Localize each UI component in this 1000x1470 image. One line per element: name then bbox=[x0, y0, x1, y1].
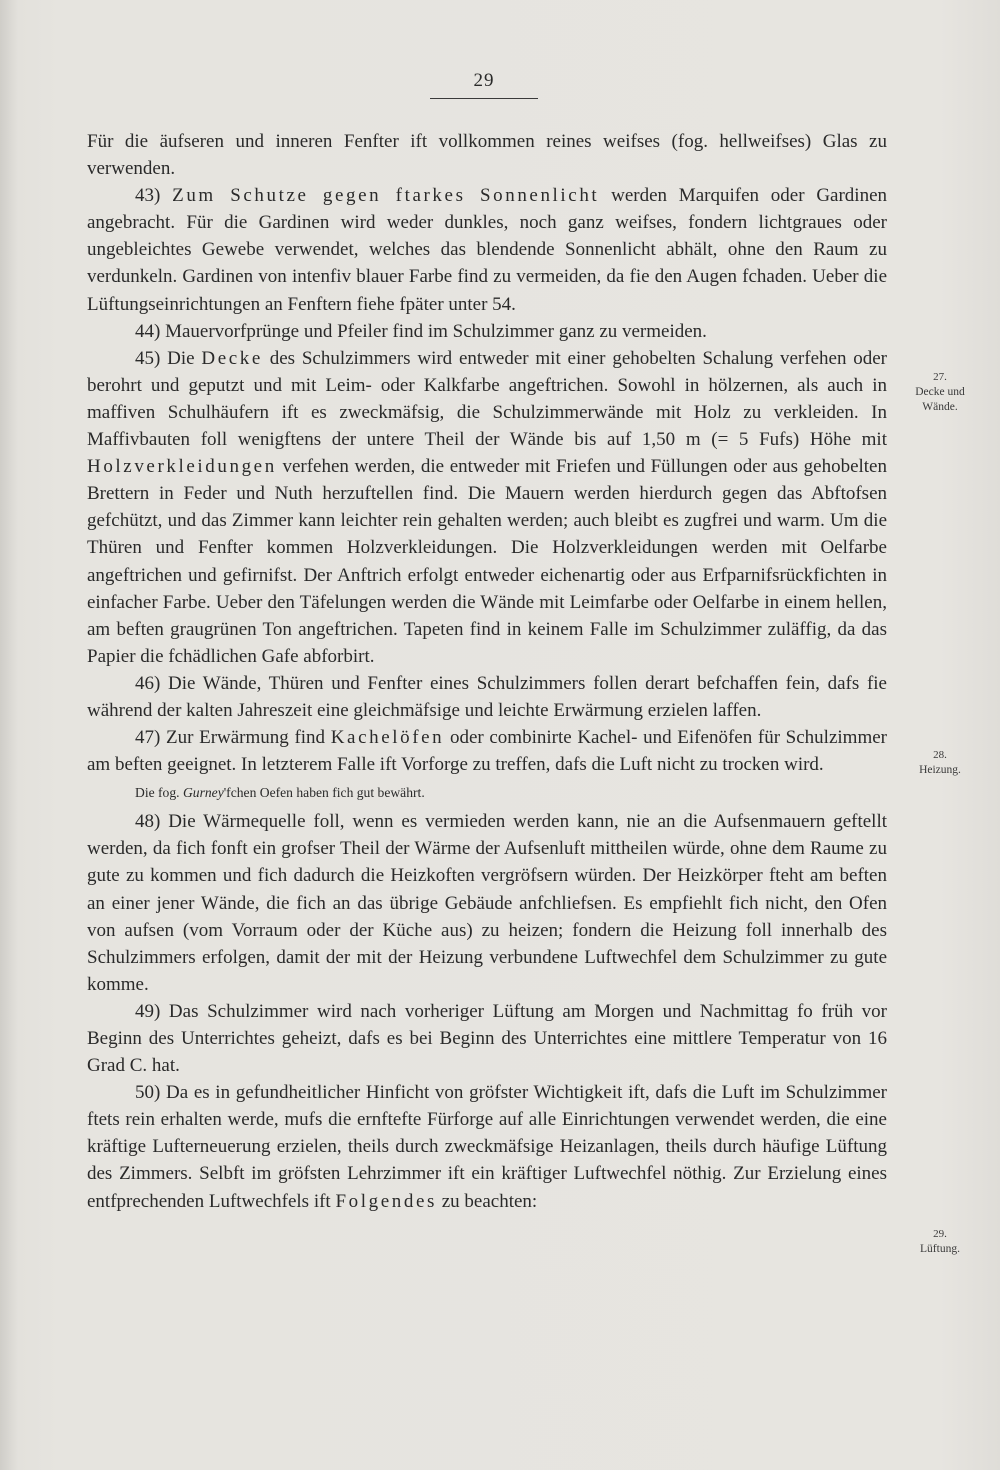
text-segment: 43) bbox=[135, 185, 173, 207]
italic-text: Gurney bbox=[182, 785, 224, 801]
text-segment: zu beachten: bbox=[436, 1190, 538, 1212]
paragraph-p49 bbox=[87, 998, 887, 1079]
text-segment: des Schulzimmers wird entweder mit einer gehobelten Schalung verfehen oder berohrt und geputzt und mit Leim- oder Kalkfarbe angeftrichen. Sowohl in hölzernen, als auch in maffiven Schulhäufern ift es zweckmäfsig, die Schulzimmerwände mit Holz zu verkleiden. In Maffivbauten foll wenigftens der untere Theil der Wände bis auf 1,50 m (= 5 Fufs) Höhe mit bbox=[87, 347, 888, 451]
text-segment: 46) Die Wände, Thüren und Fenfter eines Schulzimmers follen derart befchaffen fein, dafs fie während der kalten Jahreszeit eine gleichmäfsige und leichte Erwärmung erzielen laffen. bbox=[87, 672, 887, 721]
text-segment: verfehen werden, die entweder mit Friefen und Füllungen oder aus gehobelten Brettern in Feder und Nuth herzuftellen find. Die Mauern werden hierdurch gegen das Abftofsen gefchützt, und das Zimmer kann leichter rein gehalten werden; auch bleibt es zugfrei und warm. Um die Thüren und Fenfter kommen Holzverkleidungen. Die Holzverkleidungen werden mit Oelfarbe angeftrichen und gefirnifst. Der Anftrich erfolgt entweder eichenartig oder aus Erfparnifsrückfichten in einfacher Farbe. Ueber den Täfelungen werden die Wände mit Leimfarbe oder Oelfarbe in einem hellen, am beften graugrünen Ton angeftrichen. Tapeten find in keinem Falle im Schulzimmer zuläffig, da das Papier die fchädlichen Gafe abforbirt. bbox=[87, 456, 887, 667]
text-segment: 'fchen Oefen haben fich gut bewährt. bbox=[223, 785, 425, 801]
text-segment: 49) Das Schulzimmer wird nach vorheriger Lüftung am Morgen und Nachmittag fo früh vor Beginn des Unterrichtes geheizt, dafs es bei Beginn des Unterrichtes eine mittlere Temperatur von 16 Grad C. hat. bbox=[87, 1000, 887, 1077]
emphasized-text: Folgendes bbox=[335, 1190, 437, 1212]
margin-note-label: Heizung. bbox=[919, 764, 961, 776]
paragraph-p43 bbox=[87, 182, 887, 317]
emphasized-text: Holzverkleidungen bbox=[87, 456, 277, 478]
text-segment: 44) Mauervorfprünge und Pfeiler find im Schulzimmer ganz zu vermeiden. bbox=[135, 320, 707, 342]
text-segment: 50) Da es in gefundheitlicher Hinficht von gröfster Wichtigkeit ift, dafs die Luft im Schulzimmer ftets rein erhalten werde, mufs die ernftefte Fürforge auf alle Einrichtungen verwendet werden, die eine kräftige Lufterneuerung erzielen, theils durch zweckmäfsige Heizanlagen, theils durch häufige Lüftung des Zimmers. Selbft im gröfsten Lehrzimmer ift ein kräftiger Luftwechfel nöthig. Zur Erzielung eines entfprechenden Luftwechfels ift bbox=[87, 1082, 887, 1212]
emphasized-text: Zum Schutze gegen ftarkes Sonnenlicht bbox=[172, 185, 600, 207]
text-segment: Für die äufseren und inneren Fenfter ift vollkommen reines weifses (fog. hellweifses) Glas zu verwenden. bbox=[87, 131, 887, 180]
margin-note-number: 28. bbox=[933, 749, 947, 761]
text-segment: werden Marquifen oder Gardinen angebracht. Für die Gardinen wird weder dunkles, noch ganz weifses, fondern lichtgraues oder ungebleichtes Gewebe verwendet, welches das blendende Sonnenlicht abhält, ohne den Raum zu verdunkeln. Gardinen von intenfiv blauer Farbe find zu vermeiden, da fie den Augen fchaden. Ueber die Lüftungseinrichtungen an Fenftern fiehe fpäter unter 54. bbox=[87, 185, 888, 315]
margin-note-label: Decke und Wände. bbox=[915, 386, 965, 413]
body-text bbox=[87, 128, 887, 1215]
paragraph-p46 bbox=[87, 670, 887, 724]
footnote bbox=[135, 783, 887, 803]
margin-note-27 bbox=[900, 370, 980, 415]
text-segment: Die fog. bbox=[135, 785, 183, 801]
margin-note-number: 29. bbox=[933, 1228, 947, 1240]
margin-note-28 bbox=[900, 748, 980, 778]
text-segment: 48) Die Wärmequelle foll, wenn es vermieden werden kann, nie an die Aufsenmauern geftellt werden, da fich fonft ein grofser Theil der Wärme der Aufsenluft mittheilen würde, ohne dem Raume zu gute zu kommen und fich dadurch die Heizkoften vergröfsern würden. Der Heizkörper fteht am beften an einer jener Wände, die fich an das übrige Gebäude anfchliefsen. Es empfiehlt fich nicht, den Ofen von aufsen (vom Vorraum oder der Küche aus) zu heizen; fondern die Heizung foll innerhalb des Schulzimmers erfolgen, damit der mit der Heizung verbundene Luftwechfel dem Schulzimmer zu gute komme. bbox=[87, 811, 887, 995]
margin-note-29 bbox=[900, 1227, 980, 1257]
page-number-rule bbox=[430, 98, 538, 99]
text-segment: 47) Zur Erwärmung find bbox=[135, 727, 331, 749]
paragraph-p48 bbox=[87, 808, 887, 998]
paragraph-p45 bbox=[87, 345, 887, 670]
paragraph-p47 bbox=[87, 724, 887, 778]
paragraph-p0 bbox=[87, 128, 887, 182]
paragraph-p50 bbox=[87, 1079, 887, 1214]
paragraph-p44 bbox=[87, 318, 887, 345]
margin-note-label: Lüftung. bbox=[920, 1243, 960, 1255]
emphasized-text: Decke bbox=[201, 347, 263, 369]
text-segment: 45) Die bbox=[135, 347, 202, 369]
text-segment: oder combinirte Kachel- und Eifenöfen für Schulzimmer am beften geeignet. In letzterem Falle ift Vorforge zu treffen, dafs die Luft nicht zu trocken wird. bbox=[87, 727, 887, 776]
emphasized-text: Kachelöfen bbox=[330, 727, 445, 749]
margin-note-number: 27. bbox=[933, 371, 947, 383]
page-number: 29 bbox=[473, 70, 495, 91]
